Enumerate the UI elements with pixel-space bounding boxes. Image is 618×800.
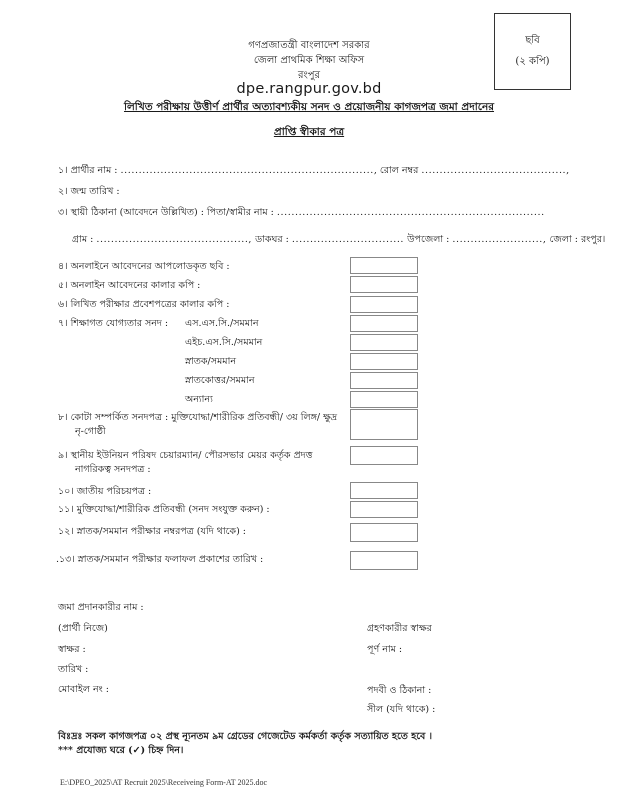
check-item-quota-cont: নৃ-গোষ্ঠী [75,426,106,437]
upazila-label: উপজেলা : [407,234,450,245]
village-line[interactable]: .........................................., [96,234,253,245]
dob-label: ২। জন্ম তারিখ : [58,186,120,197]
check-sub-graduate: স্নাতক/সমমান [185,356,236,367]
check-item-online-copy: ৫। অনলাইন আবেদনের কালার কপি : [58,280,201,291]
submitter-signature-label: স্বাক্ষর : [58,644,86,655]
submitter-name-label: জমা প্রদানকারীর নাম : [58,602,144,613]
checkbox-nid[interactable] [350,482,418,499]
document-subtitle: প্রাপ্তি স্বীকার পত্র [273,126,345,138]
check-item-result-date: .১৩। স্নাতক/সমমান পরীক্ষার ফলাফল প্রকাশের তারিখ : [56,554,264,565]
receiver-fullname-label: পূর্ণ নাম : [367,644,403,655]
checkbox-graduate[interactable] [350,353,418,370]
district-name: রংপুর [297,70,321,81]
note-tick-instruction: *** প্রযোজ্য ঘরে (✓) চিহ্ন দিন। [58,745,184,756]
field-address-details [72,233,605,248]
address-label: ৩। স্থায়ী ঠিকানা (আবেদনে উল্লিখিত) : পিতা/স্বামীর নাম : [58,207,274,218]
checkbox-citizenship[interactable] [350,446,418,465]
note-attestation: বিঃদ্রঃ সকল কাগজপত্র ০২ প্রস্থ ন্যূনতম ৯ম গ্রেডের গেজেটেড কর্মকর্তা কর্তৃক সত্যায়িত হতে হবে । [58,731,433,742]
submitter-mobile-label: মোবাইল নং : [58,684,109,695]
check-item-photo: ৪। অনলাইনে আবেদনের আপলোডকৃত ছবি : [58,261,230,272]
check-item-nid: ১০। জাতীয় পরিচয়পত্র : [58,486,152,497]
submitter-date-label: তারিখ : [58,664,89,675]
upazila-line[interactable]: ........................., [452,234,547,245]
file-path-footer: E:\DPEO_2025\AT Recruit 2025\Receiveing Form-AT 2025.doc [60,778,268,787]
check-item-freedom-fighter: ১১। মুক্তিযোদ্ধা/শারীরিক প্রতিবন্ধী (সনদ সংযুক্ত করুন) : [58,504,270,515]
field-address [58,206,545,221]
check-item-education: ৭। শিক্ষাগত যোগ্যতার সনদ : [58,318,169,329]
district-label: জেলা : রংপুর। [549,234,606,245]
checkbox-online-copy[interactable] [350,276,418,293]
roll-label: , রোল নম্বর [373,165,419,176]
check-item-admit-card: ৬। লিখিত পরীক্ষার প্রবেশপত্রের কালার কপি : [58,299,230,310]
checkbox-quota[interactable] [350,409,418,440]
father-name-line[interactable]: .......................................................................... [276,207,545,218]
checkbox-marksheet[interactable] [350,523,418,542]
checkbox-result-date[interactable] [350,551,418,570]
check-item-citizenship: ৯। স্থানীয় ইউনিয়ন পরিষদ চেয়ারম্যান/ পৌরসভার মেয়র কর্তৃক প্রদত্ত [58,450,313,461]
receiver-signature-label: গ্রহণকারীর স্বাক্ষর [367,623,432,634]
check-sub-postgraduate: স্নাতকোত্তর/সমমান [185,375,255,386]
office-name: জেলা প্রাথমিক শিক্ষা অফিস [253,55,365,66]
check-sub-others: অন্যান্য [185,394,213,405]
post-office-line[interactable]: ............................... [291,234,405,245]
check-sub-hsc: এইচ.এস.সি./সমমান [185,337,263,348]
checkbox-ssc[interactable] [350,315,418,332]
website: dpe.rangpur.gov.bd [236,81,382,97]
document-title: লিখিত পরীক্ষায় উত্তীর্ণ প্রার্থীর অত্যাবশ্যকীয় সনদ ও প্রয়োজনীয় কাগজপত্র জমা প্রদানের [123,101,495,113]
checkbox-others[interactable] [350,391,418,408]
check-sub-ssc: এস.এস.সি./সমমান [185,318,259,329]
post-office-label: ডাকঘর : [255,234,289,245]
receiver-designation-label: পদবী ও ঠিকানা : [367,685,432,696]
check-item-citizenship-cont: নাগরিকত্ব সনদপত্র : [75,464,151,475]
submitter-self-label: (প্রার্থী নিজে) [58,623,108,634]
check-item-marksheet: ১২। স্নাতক/সমমান পরীক্ষার নম্বরপত্র (যদি থাকে) : [58,526,247,537]
photo-label: ছবি [525,35,540,46]
checkbox-photo[interactable] [350,257,418,274]
field-candidate-name [58,164,570,179]
village-label: গ্রাম : [72,234,94,245]
roll-line[interactable]: ........................................, [421,165,570,176]
candidate-name-label: ১। প্রার্থীর নাম : [58,165,118,176]
gov-name: গণপ্রজাতন্ত্রী বাংলাদেশ সরকার [248,40,370,51]
checkbox-freedom-fighter[interactable] [350,501,418,518]
checkbox-admit-card[interactable] [350,296,418,313]
photo-copies-label: (২ কপি) [515,56,550,67]
check-item-quota: ৮। কোটা সম্পর্কিত সনদপত্র : মুক্তিযোদ্ধা/শারীরিক প্রতিবন্ধী/ ৩য় লিঙ্গ/ ক্ষুদ্র [58,412,338,423]
checkbox-postgraduate[interactable] [350,372,418,389]
receiver-seal-label: সীল (যদি থাকে) : [367,704,436,715]
checkbox-hsc[interactable] [350,334,418,351]
candidate-name-line[interactable]: ...................................................................... [120,165,374,176]
